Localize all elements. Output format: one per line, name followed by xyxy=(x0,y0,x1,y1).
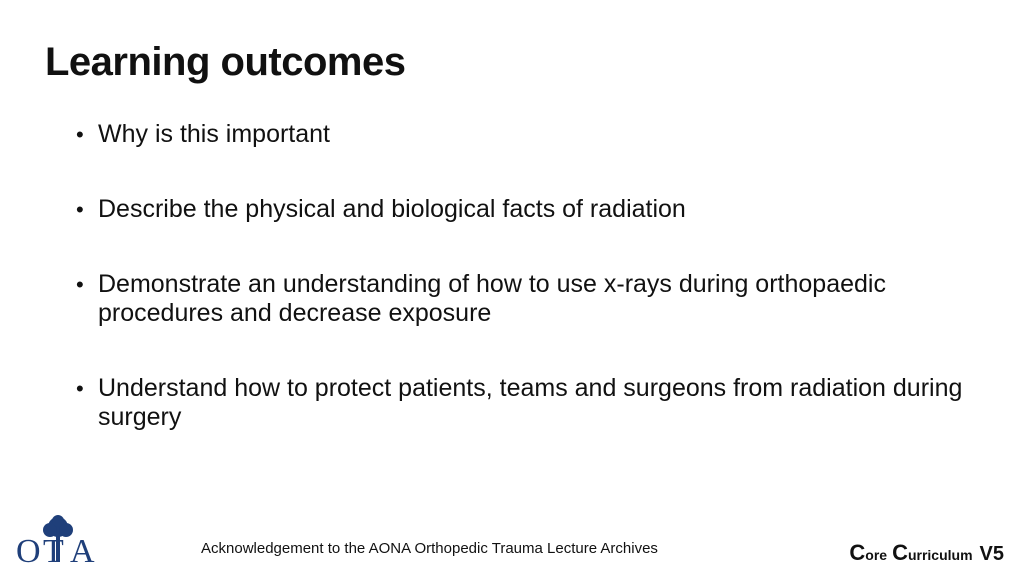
bullet-text: Understand how to protect patients, teams and surgeons from radiation during surgery xyxy=(98,374,963,431)
bullet-text: Describe the physical and biological facts of radiation xyxy=(98,195,686,223)
bullet-text: Demonstrate an understanding of how to use x-rays during orthopaedic procedures and decrease exposure xyxy=(98,270,886,327)
core-curriculum-brand xyxy=(849,540,1004,566)
brand-letter: C xyxy=(892,540,908,565)
acknowledgement-text: Acknowledgement to the AONA Orthopedic Trauma Lecture Archives xyxy=(201,540,658,557)
logo-letter-a: A xyxy=(70,533,95,568)
brand-letter: C xyxy=(849,540,866,565)
brand-version: V5 xyxy=(979,543,1004,565)
bullet-icon: • xyxy=(76,272,84,297)
list-item xyxy=(76,120,976,149)
logo-letter-o: O xyxy=(16,533,41,568)
brand-word: ore xyxy=(865,547,888,563)
list-item xyxy=(76,374,976,432)
list-item xyxy=(76,195,976,224)
brand-word: urriculum xyxy=(907,547,973,563)
logo-letter-t: T xyxy=(43,533,64,568)
bullet-text: Why is this important xyxy=(98,120,331,148)
bullet-icon: • xyxy=(76,197,84,222)
bullet-icon: • xyxy=(76,376,84,401)
learning-outcomes-list xyxy=(76,120,976,478)
list-item xyxy=(76,270,976,328)
ota-logo-icon xyxy=(16,514,100,568)
page-title: Learning outcomes xyxy=(45,40,406,84)
bullet-icon: • xyxy=(76,122,84,147)
